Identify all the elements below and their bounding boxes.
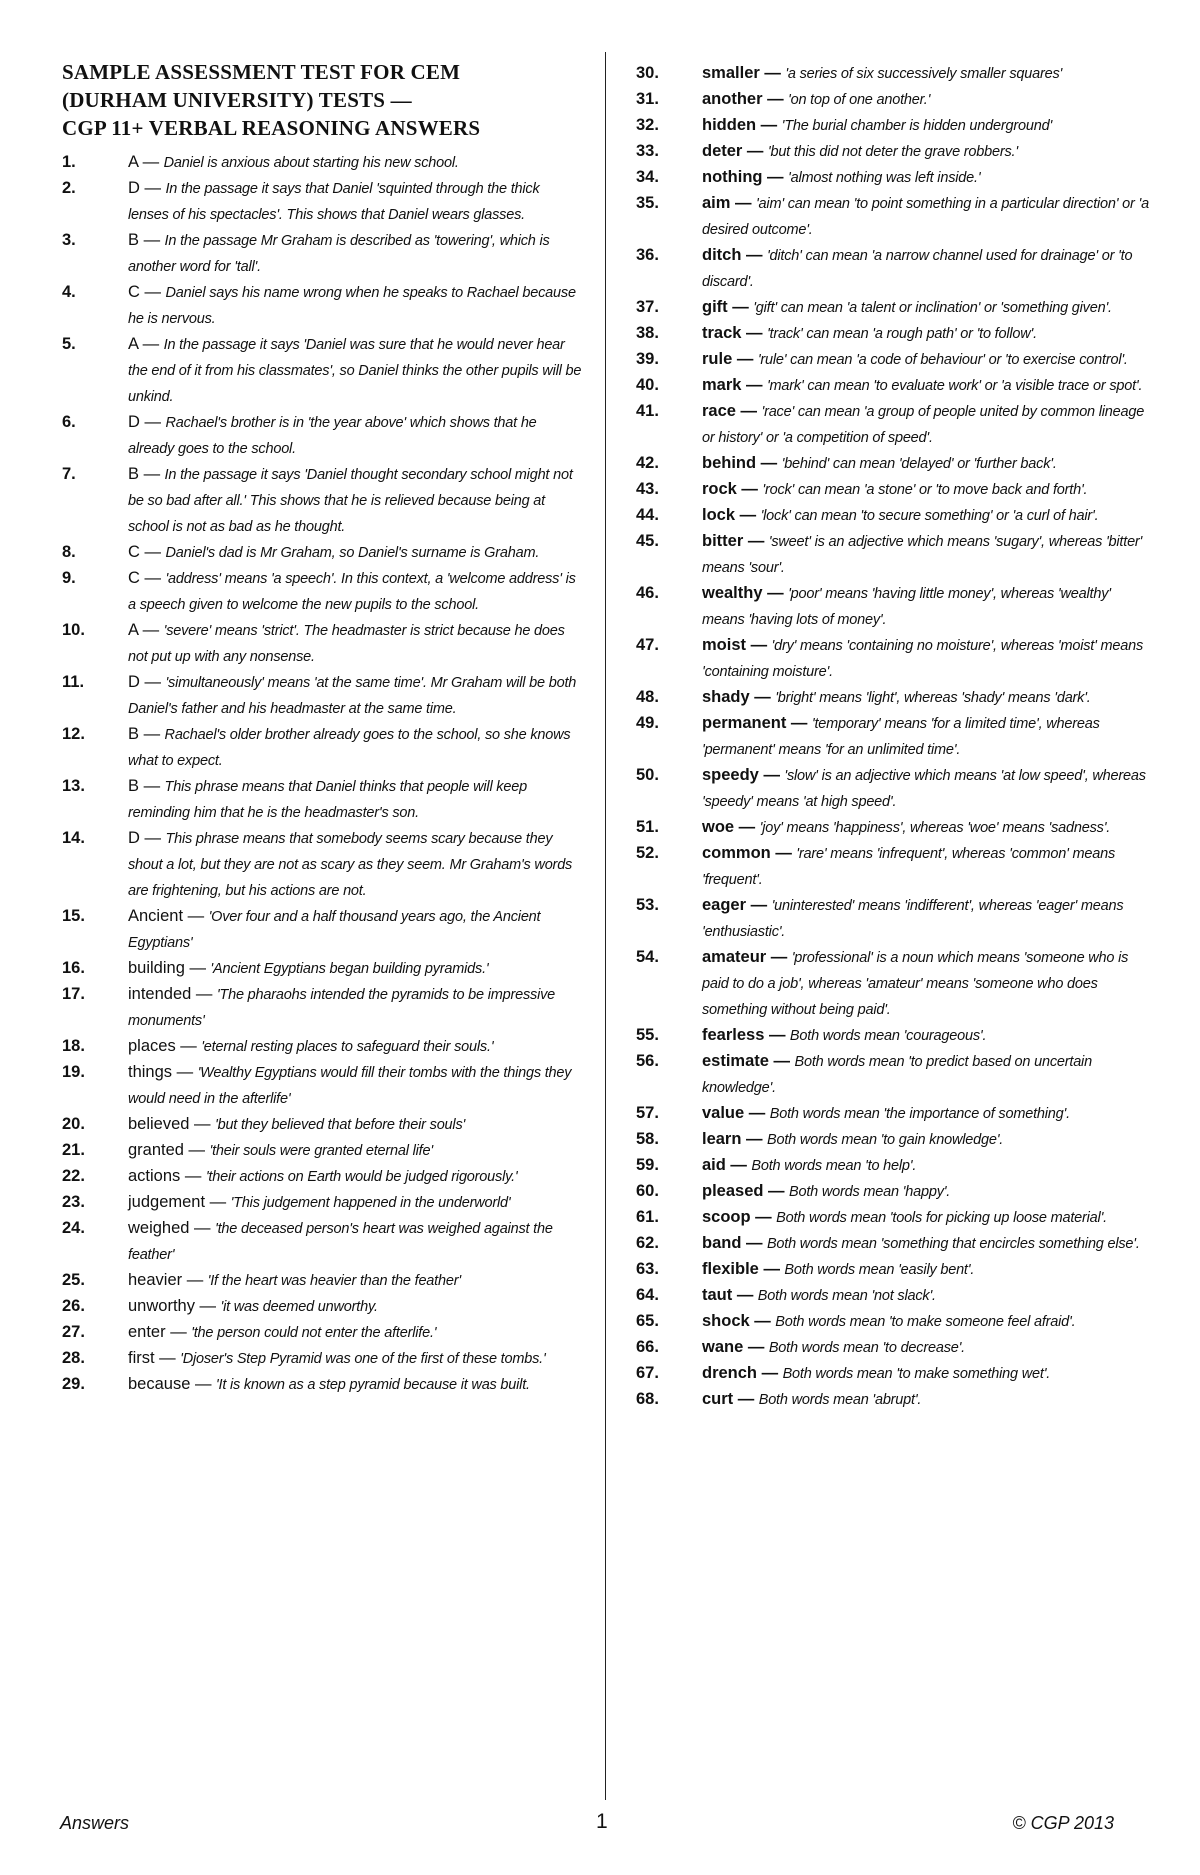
answer-explanation: In the passage it says 'Daniel thought secondary school might not be so bad after all.' This shows that he is relieved because being at school is not as bad as he thought. [128, 467, 573, 535]
answer-item [636, 893, 1156, 945]
answer-number: 5. [62, 335, 76, 353]
answer-number: 65. [636, 1312, 659, 1330]
answer-number: 49. [636, 714, 659, 732]
answer-explanation: Both words mean 'to help'. [751, 1158, 917, 1174]
answer-key: eager — [702, 896, 768, 914]
answer-item [62, 1320, 582, 1346]
answer-key: smaller — [702, 64, 781, 82]
answer-explanation: 'simultaneously' means 'at the same time'. Mr Graham will be both Daniel's father and his headmaster at the same time. [128, 675, 577, 717]
answer-number: 14. [62, 829, 85, 847]
answer-key: B — [128, 231, 161, 249]
answer-explanation: 'gift' can mean 'a talent or inclination' or 'something given'. [753, 300, 1112, 316]
answer-item [636, 1023, 1156, 1049]
answer-key: B — [128, 777, 161, 795]
answer-number: 40. [636, 376, 659, 394]
answer-explanation: 'severe' means 'strict'. The headmaster is strict because he does not put up with any nonsense. [128, 623, 565, 665]
answer-key: ditch — [702, 246, 763, 264]
answer-item [636, 1205, 1156, 1231]
answer-explanation: 'Wealthy Egyptians would fill their tombs with the things they would need in the afterlife' [128, 1065, 572, 1107]
answer-item [636, 633, 1156, 685]
answer-key: shady — [702, 688, 771, 706]
answer-explanation: Both words mean 'easily bent'. [784, 1262, 975, 1278]
answer-item [636, 945, 1156, 1023]
answer-number: 12. [62, 725, 85, 743]
answer-key: D — [128, 673, 161, 691]
answer-item [636, 1335, 1156, 1361]
answer-number: 59. [636, 1156, 659, 1174]
answer-number: 31. [636, 90, 659, 108]
answer-explanation: Both words mean 'to predict based on uncertain knowledge'. [702, 1054, 1092, 1096]
answer-explanation: Both words mean 'not slack'. [757, 1288, 936, 1304]
answer-item [62, 982, 582, 1034]
answer-number: 25. [62, 1271, 85, 1289]
answer-item [636, 451, 1156, 477]
answer-explanation: 'dry' means 'containing no moisture', whereas 'moist' means 'containing moisture'. [702, 638, 1144, 680]
answer-key: drench — [702, 1364, 779, 1382]
answer-number: 32. [636, 116, 659, 134]
answer-key: nothing — [702, 168, 784, 186]
answer-number: 21. [62, 1141, 85, 1159]
answer-number: 19. [62, 1063, 85, 1081]
answer-item [636, 529, 1156, 581]
answer-number: 30. [636, 64, 659, 82]
answer-item [62, 1190, 582, 1216]
answer-key: aid — [702, 1156, 747, 1174]
answer-number: 2. [62, 179, 76, 197]
answer-explanation: 'almost nothing was left inside.' [788, 170, 981, 186]
answer-explanation: In the passage Mr Graham is described as 'towering', which is another word for 'tall'. [128, 233, 550, 275]
answer-number: 4. [62, 283, 76, 301]
answer-number: 46. [636, 584, 659, 602]
answer-explanation: Both words mean 'courageous'. [789, 1028, 987, 1044]
answer-explanation: In the passage it says 'Daniel was sure that he would never hear the end of it from his classmates', so Daniel thinks the other pupils will be unkind. [128, 337, 582, 405]
answer-explanation: 'This judgement happened in the underworld' [230, 1195, 511, 1211]
answer-item [636, 1231, 1156, 1257]
answer-explanation: Both words mean 'tools for picking up loose material'. [776, 1210, 1107, 1226]
answer-item [62, 1060, 582, 1112]
answer-number: 66. [636, 1338, 659, 1356]
answer-explanation: Both words mean 'to make someone feel afraid'. [775, 1314, 1076, 1330]
answer-number: 45. [636, 532, 659, 550]
answers-column-left [62, 150, 582, 1398]
answer-item [636, 1283, 1156, 1309]
answer-item [636, 1309, 1156, 1335]
answer-item [636, 841, 1156, 893]
answer-item [636, 581, 1156, 633]
answer-key: believed — [128, 1115, 211, 1133]
answer-key: another — [702, 90, 784, 108]
answer-key: fearless — [702, 1026, 786, 1044]
footer-label: Answers [60, 1813, 130, 1833]
answer-number: 24. [62, 1219, 85, 1237]
answer-number: 56. [636, 1052, 659, 1070]
answer-explanation: 'on top of one another.' [788, 92, 931, 108]
answer-key: pleased — [702, 1182, 785, 1200]
answer-item [636, 373, 1156, 399]
answer-key: common — [702, 844, 792, 862]
answer-number: 18. [62, 1037, 85, 1055]
answer-item [62, 332, 582, 410]
answer-key: things — [128, 1063, 194, 1081]
answer-key: rock — [702, 480, 758, 498]
answer-explanation: 'ditch' can mean 'a narrow channel used for drainage' or 'to discard'. [702, 248, 1133, 290]
answer-explanation: 'lock' can mean 'to secure something' or 'a curl of hair'. [760, 508, 1099, 524]
answer-number: 39. [636, 350, 659, 368]
answer-number: 28. [62, 1349, 85, 1367]
answer-explanation: 'behind' can mean 'delayed' or 'further back'. [781, 456, 1057, 472]
answer-item [62, 722, 582, 774]
answer-explanation: 'Ancient Egyptians began building pyramids.' [210, 961, 489, 977]
answer-key: aim — [702, 194, 752, 212]
answer-key: intended — [128, 985, 213, 1003]
answer-explanation: Daniel is anxious about starting his new school. [163, 155, 459, 171]
answer-number: 3. [62, 231, 76, 249]
answer-number: 47. [636, 636, 659, 654]
answer-number: 42. [636, 454, 659, 472]
answer-key: taut — [702, 1286, 754, 1304]
answer-key: scoop — [702, 1208, 772, 1226]
answer-number: 13. [62, 777, 85, 795]
answer-key: D — [128, 829, 161, 847]
answer-key: learn — [702, 1130, 763, 1148]
answer-key: granted — [128, 1141, 206, 1159]
answer-key: B — [128, 725, 161, 743]
answer-key: behind — [702, 454, 778, 472]
answer-explanation: Both words mean 'happy'. [789, 1184, 951, 1200]
answer-item [636, 113, 1156, 139]
answer-number: 10. [62, 621, 85, 639]
answer-explanation: 'The burial chamber is hidden underground' [781, 118, 1053, 134]
answer-explanation: 'their actions on Earth would be judged rigorously.' [205, 1169, 518, 1185]
answer-item [636, 1101, 1156, 1127]
answer-item [62, 1346, 582, 1372]
answer-number: 68. [636, 1390, 659, 1408]
answer-number: 60. [636, 1182, 659, 1200]
answer-key: enter — [128, 1323, 187, 1341]
answer-item [636, 711, 1156, 763]
answer-explanation: 'Over four and a half thousand years ago, the Ancient Egyptians' [128, 909, 541, 951]
answer-number: 48. [636, 688, 659, 706]
answer-number: 1. [62, 153, 76, 171]
answer-explanation: Both words mean 'something that encircles something else'. [766, 1236, 1140, 1252]
answer-item [62, 1268, 582, 1294]
answer-key: D — [128, 413, 161, 431]
answer-key: actions — [128, 1167, 202, 1185]
title-line-3: CGP 11+ VERBAL REASONING ANSWERS [62, 116, 481, 140]
answer-item [62, 462, 582, 540]
answer-explanation: 'rule' can mean 'a code of behaviour' or 'to exercise control'. [757, 352, 1128, 368]
answer-explanation: 'race' can mean 'a group of people united by common lineage or history' or 'a competition of speed'. [702, 404, 1145, 446]
answer-explanation: 'mark' can mean 'to evaluate work' or 'a visible trace or spot'. [766, 378, 1143, 394]
answer-key: weighed — [128, 1219, 211, 1237]
answer-key: lock — [702, 506, 757, 524]
answer-item [636, 1257, 1156, 1283]
answer-item [636, 61, 1156, 87]
answer-explanation: This phrase means that Daniel thinks that people will keep reminding him that he is the headmaster's son. [128, 779, 527, 821]
answer-item [62, 956, 582, 982]
answer-item [62, 410, 582, 462]
answer-number: 50. [636, 766, 659, 784]
answer-item [636, 243, 1156, 295]
answer-explanation: Both words mean 'to gain knowledge'. [766, 1132, 1004, 1148]
answer-key: amateur — [702, 948, 788, 966]
answer-explanation: 'poor' means 'having little money', whereas 'wealthy' means 'having lots of money'. [702, 586, 1111, 628]
answer-number: 53. [636, 896, 659, 914]
answer-key: track — [702, 324, 763, 342]
answer-item [636, 295, 1156, 321]
answer-item [62, 1164, 582, 1190]
answer-item [62, 1112, 582, 1138]
answer-item [636, 763, 1156, 815]
answer-number: 61. [636, 1208, 659, 1226]
answer-number: 38. [636, 324, 659, 342]
answer-explanation: 'It is known as a step pyramid because it was built. [215, 1377, 530, 1393]
answer-number: 58. [636, 1130, 659, 1148]
answer-explanation: 'temporary' means 'for a limited time', whereas 'permanent' means 'for an unlimited time'. [702, 716, 1100, 758]
answer-item [62, 228, 582, 280]
answer-item [62, 774, 582, 826]
answer-number: 55. [636, 1026, 659, 1044]
answer-key: C — [128, 569, 161, 587]
answer-explanation: 'rare' means 'infrequent', whereas 'common' means 'frequent'. [702, 846, 1116, 888]
answer-explanation: 'sweet' is an adjective which means 'sugary', whereas 'bitter' means 'sour'. [702, 534, 1143, 576]
answer-key: bitter — [702, 532, 765, 550]
answer-number: 63. [636, 1260, 659, 1278]
answer-explanation: Both words mean 'to decrease'. [768, 1340, 966, 1356]
answer-key: wealthy — [702, 584, 784, 602]
answer-item [62, 1294, 582, 1320]
answer-key: first — [128, 1349, 176, 1367]
answer-key: hidden — [702, 116, 778, 134]
answer-number: 9. [62, 569, 76, 587]
answer-number: 64. [636, 1286, 659, 1304]
answer-explanation: 'but they believed that before their souls' [215, 1117, 466, 1133]
answer-explanation: 'the deceased person's heart was weighed against the feather' [128, 1221, 553, 1263]
answer-key: gift — [702, 298, 749, 316]
answer-item [62, 826, 582, 904]
answer-item [636, 815, 1156, 841]
answers-column-right [636, 61, 1156, 1413]
answer-key: C — [128, 283, 161, 301]
answer-item [636, 87, 1156, 113]
answer-number: 54. [636, 948, 659, 966]
answer-key: A — [128, 153, 160, 171]
answer-key: moist — [702, 636, 768, 654]
answer-item [636, 477, 1156, 503]
answer-number: 26. [62, 1297, 85, 1315]
answer-item [636, 347, 1156, 373]
answer-key: permanent — [702, 714, 808, 732]
answer-key: unworthy — [128, 1297, 217, 1315]
answer-explanation: This phrase means that somebody seems scary because they shout a lot, but they are not as scary as they seem. Mr Graham's words are frightening, but his actions are not. [128, 831, 573, 899]
answer-number: 35. [636, 194, 659, 212]
answer-item [62, 1216, 582, 1268]
answer-explanation: 'professional' is a noun which means 'someone who is paid to do a job', whereas 'amateur' means 'someone who does something without being paid'. [702, 950, 1129, 1018]
answer-item [636, 1387, 1156, 1413]
answer-key: flexible — [702, 1260, 780, 1278]
answer-item [636, 1153, 1156, 1179]
answer-number: 17. [62, 985, 85, 1003]
answer-explanation: 'the person could not enter the afterlife.' [191, 1325, 437, 1341]
answer-item [62, 1138, 582, 1164]
answer-explanation: 'but this did not deter the grave robbers.' [767, 144, 1018, 160]
answer-item [62, 176, 582, 228]
answer-explanation: Both words mean 'to make something wet'. [782, 1366, 1051, 1382]
answer-key: rule — [702, 350, 754, 368]
answer-item [636, 191, 1156, 243]
answer-key: B — [128, 465, 161, 483]
answer-item [636, 1049, 1156, 1101]
answer-key: estimate — [702, 1052, 791, 1070]
answer-number: 37. [636, 298, 659, 316]
answer-explanation: Rachael's brother is in 'the year above' which shows that he already goes to the school. [128, 415, 537, 457]
footer-copyright: © CGP 2013 [1012, 1813, 1114, 1833]
answer-key: value — [702, 1104, 766, 1122]
answer-number: 51. [636, 818, 659, 836]
answer-key: race — [702, 402, 758, 420]
answer-number: 44. [636, 506, 659, 524]
answer-item [62, 1372, 582, 1398]
answer-number: 57. [636, 1104, 659, 1122]
answer-item [62, 150, 582, 176]
answer-explanation: 'their souls were granted eternal life' [209, 1143, 433, 1159]
page-number: 1 [596, 1810, 608, 1833]
answer-explanation: Both words mean 'abrupt'. [758, 1392, 922, 1408]
answer-item [62, 566, 582, 618]
answer-number: 22. [62, 1167, 85, 1185]
answer-explanation: 'The pharaohs intended the pyramids to be impressive monuments' [128, 987, 556, 1029]
answer-explanation: Daniel's dad is Mr Graham, so Daniel's surname is Graham. [165, 545, 540, 561]
answer-number: 67. [636, 1364, 659, 1382]
answer-key: mark — [702, 376, 763, 394]
answer-key: C — [128, 543, 161, 561]
answer-number: 23. [62, 1193, 85, 1211]
answer-item [636, 399, 1156, 451]
answer-item [636, 685, 1156, 711]
answer-number: 16. [62, 959, 85, 977]
answer-item [636, 503, 1156, 529]
answer-key: heavier — [128, 1271, 204, 1289]
answer-item [636, 1179, 1156, 1205]
column-divider [605, 52, 606, 1800]
answer-explanation: Rachael's older brother already goes to the school, so she knows what to expect. [128, 727, 571, 769]
answer-item [62, 618, 582, 670]
answer-item [62, 904, 582, 956]
answer-explanation: 'bright' means 'light', whereas 'shady' means 'dark'. [775, 690, 1091, 706]
answer-number: 27. [62, 1323, 85, 1341]
answer-explanation: 'eternal resting places to safeguard their souls.' [201, 1039, 494, 1055]
answer-explanation: 'address' means 'a speech'. In this context, a 'welcome address' is a speech given to welcome the new pupils to the school. [128, 571, 576, 613]
answer-item [636, 321, 1156, 347]
answer-key: because — [128, 1375, 212, 1393]
answer-number: 29. [62, 1375, 85, 1393]
answer-explanation: In the passage it says that Daniel 'squinted through the thick lenses of his spectacles'. This shows that Daniel wears glasses. [128, 181, 540, 223]
answer-item [636, 139, 1156, 165]
answer-number: 20. [62, 1115, 85, 1133]
answer-key: judgement — [128, 1193, 227, 1211]
answer-item [62, 280, 582, 332]
answer-number: 6. [62, 413, 76, 431]
answer-explanation: 'aim' can mean 'to point something in a particular direction' or 'a desired outcome'. [702, 196, 1149, 238]
answer-key: band — [702, 1234, 763, 1252]
answer-number: 36. [636, 246, 659, 264]
answer-explanation: Both words mean 'the importance of something'. [769, 1106, 1070, 1122]
answer-explanation: 'rock' can mean 'a stone' or 'to move back and forth'. [762, 482, 1088, 498]
answer-item [62, 1034, 582, 1060]
answer-explanation: 'a series of six successively smaller squares' [785, 66, 1063, 82]
answer-key: D — [128, 179, 161, 197]
answer-key: building — [128, 959, 206, 977]
answer-key: deter — [702, 142, 764, 160]
answer-number: 33. [636, 142, 659, 160]
answer-item [62, 670, 582, 722]
answer-explanation: Daniel says his name wrong when he speaks to Rachael because he is nervous. [128, 285, 576, 327]
answer-key: wane — [702, 1338, 765, 1356]
answer-number: 43. [636, 480, 659, 498]
answer-explanation: 'joy' means 'happiness', whereas 'woe' means 'sadness'. [759, 820, 1111, 836]
answer-explanation: 'track' can mean 'a rough path' or 'to follow'. [766, 326, 1037, 342]
answer-explanation: 'If the heart was heavier than the feather' [207, 1273, 461, 1289]
answer-explanation: 'it was deemed unworthy. [220, 1299, 378, 1315]
answer-item [62, 540, 582, 566]
answer-key: A — [128, 335, 160, 353]
answer-item [636, 1361, 1156, 1387]
title-line-1: SAMPLE ASSESSMENT TEST FOR CEM [62, 60, 461, 84]
answer-key: shock — [702, 1312, 771, 1330]
answer-explanation: 'Djoser's Step Pyramid was one of the first of these tombs.' [180, 1351, 546, 1367]
answer-number: 62. [636, 1234, 659, 1252]
answer-number: 34. [636, 168, 659, 186]
answer-explanation: 'slow' is an adjective which means 'at low speed', whereas 'speedy' means 'at high speed'. [702, 768, 1146, 810]
answer-item [636, 1127, 1156, 1153]
answer-key: places — [128, 1037, 197, 1055]
answer-explanation: 'uninterested' means 'indifferent', whereas 'eager' means 'enthusiastic'. [702, 898, 1124, 940]
answer-number: 41. [636, 402, 659, 420]
answer-number: 15. [62, 907, 85, 925]
answer-key: speedy — [702, 766, 780, 784]
answer-key: woe — [702, 818, 756, 836]
answer-key: curt — [702, 1390, 755, 1408]
answer-key: A — [128, 621, 160, 639]
answer-number: 8. [62, 543, 76, 561]
answer-number: 11. [62, 673, 85, 691]
answer-key: Ancient — [128, 907, 205, 925]
answer-number: 7. [62, 465, 76, 483]
answer-number: 52. [636, 844, 659, 862]
title-line-2: (DURHAM UNIVERSITY) TESTS — [62, 88, 412, 112]
answer-item [636, 165, 1156, 191]
page-title [62, 58, 582, 142]
